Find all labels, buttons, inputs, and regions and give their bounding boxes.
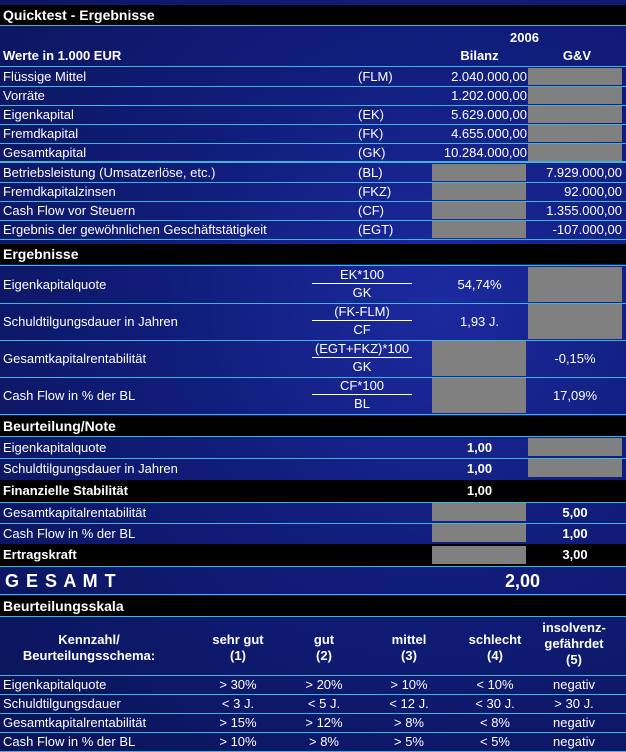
skala-cell: > 20% [305, 677, 343, 692]
input-abbr: (EGT) [358, 222, 394, 237]
beurteilung-label: Eigenkapitalquote [3, 440, 107, 455]
beurteilung-value: 1,00 [466, 483, 493, 498]
bilanz-value[interactable]: 5.629.000,00 [451, 107, 527, 122]
formula-denominator: GK [352, 359, 372, 374]
result-value: 17,09% [552, 388, 598, 403]
kennzahl-label: Cash Flow in % der BL [3, 388, 136, 403]
empty-cell [528, 144, 622, 161]
beurteilung-label: Schuldtilgungsdauer in Jahren [3, 461, 178, 476]
kennzahl-label: Eigenkapitalquote [3, 277, 107, 292]
gesamt-value: 2,00 [505, 571, 541, 591]
empty-cell [528, 438, 622, 456]
beurteilung-value: 5,00 [562, 505, 588, 520]
column-bilanz: Bilanz [460, 48, 499, 63]
divider [0, 66, 626, 67]
empty-cell [432, 183, 526, 200]
skala-header-col: schlecht [468, 632, 522, 647]
skala-cell: < 3 J. [221, 696, 255, 711]
fraction-bar [312, 283, 412, 284]
empty-cell [432, 341, 526, 376]
fraction-bar [312, 357, 412, 358]
skala-header-col: (3) [401, 648, 417, 663]
skala-row-label: Cash Flow in % der BL [3, 734, 136, 749]
beurteilung-label: Gesamtkapitalrentabilität [3, 505, 147, 520]
input-abbr: (FKZ) [358, 184, 392, 199]
skala-cell: < 5 J. [307, 696, 341, 711]
skala-cell: > 15% [219, 715, 257, 730]
skala-header-col: gefährdet [544, 636, 604, 651]
divider [0, 265, 626, 266]
fraction-bar [312, 394, 412, 395]
input-abbr: (EK) [358, 107, 384, 122]
formula-denominator: BL [354, 396, 370, 411]
input-abbr: (FK) [358, 126, 384, 141]
skala-header-col: sehr gut [212, 632, 264, 647]
skala-cell: > 12% [305, 715, 343, 730]
formula [312, 304, 412, 337]
guv-value[interactable]: 92.000,00 [564, 184, 622, 199]
skala-header-col: (5) [566, 652, 582, 667]
input-label: Vorräte [3, 88, 45, 103]
beurteilung-label: Cash Flow in % der BL [3, 526, 136, 541]
skala-header-kennzahl: Kennzahl/ [58, 632, 120, 647]
skala-row-label: Eigenkapitalquote [3, 677, 107, 692]
empty-cell [528, 267, 622, 302]
input-label: Flüssige Mittel [3, 69, 87, 84]
result-value: 1,93 J. [459, 314, 500, 329]
empty-cell [432, 378, 526, 413]
units-label: Werte in 1.000 EUR [3, 48, 122, 63]
result-value: 54,74% [457, 277, 502, 292]
empty-cell [528, 304, 622, 339]
fraction-bar [312, 320, 412, 321]
divider [0, 594, 626, 595]
divider [0, 201, 626, 202]
section-beurteilung: Beurteilung/Note [0, 416, 626, 436]
bilanz-value[interactable]: 2.040.000,00 [451, 69, 527, 84]
input-label: Gesamtkapital [3, 145, 87, 160]
input-label: Eigenkapital [3, 107, 74, 122]
empty-cell [432, 546, 526, 564]
divider [0, 694, 626, 695]
skala-cell: > 30 J. [554, 696, 594, 711]
empty-cell [528, 459, 622, 477]
kennzahl-label: Gesamtkapitalrentabilität [3, 351, 147, 366]
beurteilung-value: 1,00 [466, 461, 493, 476]
skala-cell: negativ [553, 734, 595, 749]
formula-numerator: CF*100 [339, 378, 385, 393]
empty-cell [432, 503, 526, 521]
skala-cell: negativ [553, 677, 595, 692]
result-value: -0,15% [554, 351, 596, 366]
skala-cell: > 10% [390, 677, 428, 692]
skala-cell: < 8% [480, 715, 510, 730]
divider [0, 239, 626, 240]
divider [0, 182, 626, 183]
skala-header-col: (4) [487, 648, 503, 663]
bilanz-value[interactable]: 4.655.000,00 [451, 126, 527, 141]
skala-header-col: mittel [391, 632, 427, 647]
empty-cell [432, 221, 526, 238]
guv-value[interactable]: 1.355.000,00 [546, 203, 622, 218]
divider [0, 220, 626, 221]
divider [0, 436, 626, 437]
divider [0, 713, 626, 714]
skala-header-col: (2) [316, 648, 332, 663]
skala-cell: < 10% [476, 677, 514, 692]
divider [0, 732, 626, 733]
input-label: Fremdkapitalzinsen [3, 184, 116, 199]
divider [0, 25, 626, 26]
skala-cell: < 30 J. [475, 696, 515, 711]
input-label: Cash Flow vor Steuern [3, 203, 136, 218]
formula-numerator: (FK-FLM) [334, 304, 390, 319]
beurteilung-label: Ertragskraft [3, 547, 77, 562]
divider [0, 161, 626, 162]
input-label: Ergebnis der gewöhnlichen Geschäftstätigkeit [3, 222, 267, 237]
beurteilung-value: 1,00 [466, 440, 493, 455]
empty-cell [432, 164, 526, 181]
input-label: Fremdkapital [3, 126, 79, 141]
input-abbr: (CF) [358, 203, 384, 218]
skala-cell: < 5% [480, 734, 510, 749]
empty-cell [432, 202, 526, 219]
formula [312, 378, 412, 411]
divider [0, 675, 626, 676]
beurteilung-value: 1,00 [562, 526, 588, 541]
input-label: Betriebsleistung (Umsatzerlöse, etc.) [3, 165, 216, 180]
input-abbr: (GK) [358, 145, 386, 160]
kennzahl-label: Schuldtilgungsdauer in Jahren [3, 314, 178, 329]
divider [0, 502, 626, 503]
gesamt-label: G E S A M T [5, 571, 117, 591]
divider [0, 566, 626, 567]
divider [0, 162, 626, 163]
skala-cell: > 8% [394, 715, 424, 730]
input-abbr: (FLM) [358, 69, 393, 84]
formula-denominator: GK [352, 285, 372, 300]
bilanz-value[interactable]: 1.202.000,00 [451, 88, 527, 103]
formula [312, 341, 412, 374]
skala-header-col: insolvenz- [542, 620, 606, 635]
skala-header-kennzahl: Beurteilungsschema: [22, 648, 156, 663]
empty-cell [528, 87, 622, 104]
empty-cell [528, 106, 622, 123]
skala-header-col: gut [313, 632, 335, 647]
page-title: Quicktest - Ergebnisse [0, 5, 626, 25]
year-label: 2006 [510, 30, 539, 45]
skala-row-label: Schuldtilgungsdauer [3, 696, 121, 711]
empty-cell [432, 524, 526, 542]
divider [0, 414, 626, 415]
skala-cell: > 30% [219, 677, 257, 692]
divider [0, 523, 626, 524]
beurteilung-label: Finanzielle Stabilität [3, 483, 128, 498]
bilanz-value[interactable]: 10.284.000,00 [443, 145, 527, 160]
section-ergebnisse: Ergebnisse [0, 244, 626, 264]
beurteilung-value: 3,00 [562, 547, 588, 562]
skala-cell: > 5% [394, 734, 424, 749]
empty-cell [528, 125, 622, 142]
skala-cell: > 8% [309, 734, 339, 749]
guv-value[interactable]: 7.929.000,00 [546, 165, 622, 180]
formula-denominator: CF [353, 322, 371, 337]
formula-numerator: (EGT+FKZ)*100 [314, 341, 410, 356]
formula-numerator: EK*100 [339, 267, 385, 282]
skala-row-label: Gesamtkapitalrentabilität [3, 715, 147, 730]
empty-cell [528, 68, 622, 85]
guv-value[interactable]: -107.000,00 [552, 222, 622, 237]
skala-header-col: (1) [230, 648, 246, 663]
divider [0, 616, 626, 617]
column-guv: G&V [562, 48, 592, 63]
section-skala: Beurteilungsskala [0, 596, 626, 616]
input-abbr: (BL) [358, 165, 383, 180]
skala-cell: negativ [553, 715, 595, 730]
skala-cell: > 10% [219, 734, 257, 749]
formula [312, 267, 412, 300]
skala-cell: < 12 J. [389, 696, 429, 711]
